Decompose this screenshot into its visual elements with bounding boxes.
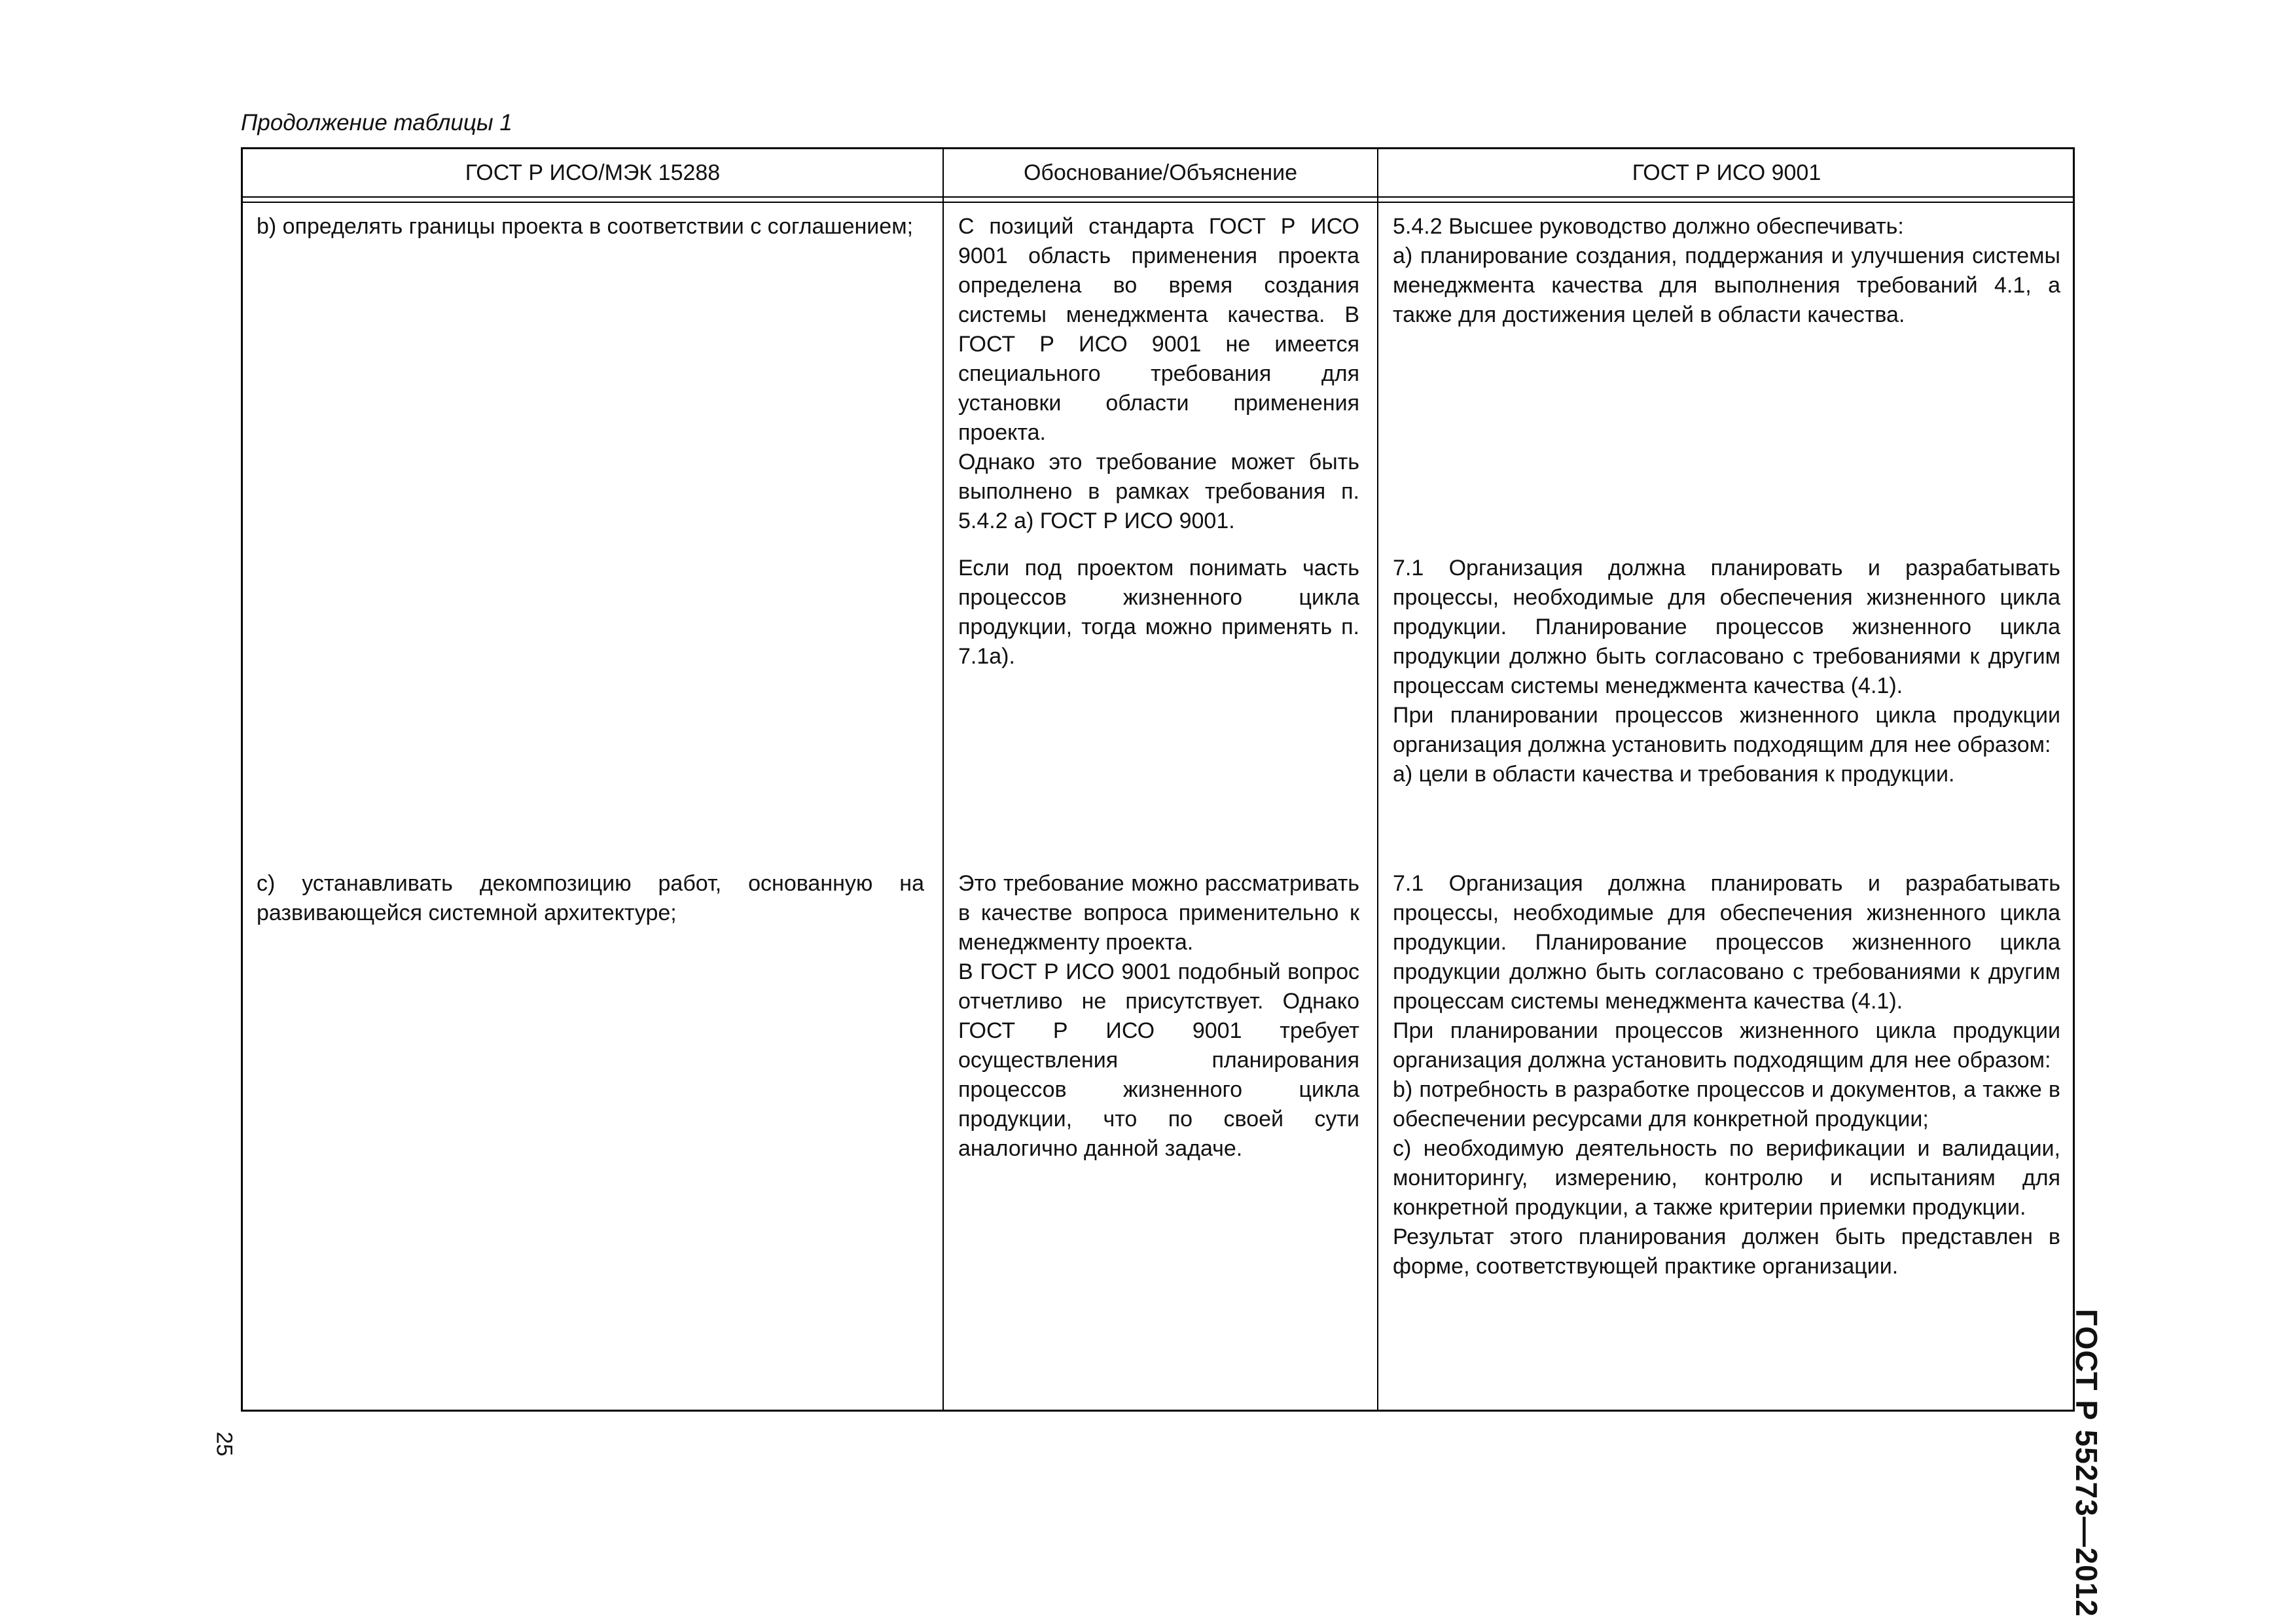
page-number: 25 <box>211 1431 237 1457</box>
cell-paragraph: b) определять границы проекта в соответствии с соглашением; <box>257 214 914 239</box>
cell-paragraph: 7.1 Организация должна планировать и разрабатывать процессы, необходимые для обеспечения жизненного цикла продукции. Планирование процессов жизненного цикла продукции должно быть согласовано с требованиями к другим процессам системы менеджмента качества (4.1). <box>1393 556 2060 698</box>
row-c-requirement <box>257 869 924 928</box>
row-b-gost-9001-continued <box>1393 554 2060 789</box>
header-line <box>243 202 2073 203</box>
cell-paragraph: При планировании процессов жизненного цикла продукции организация должна установить подходящим для нее образом: <box>1393 1018 2060 1073</box>
header-justification: Обоснование/Объяснение <box>1023 160 1298 185</box>
column-divider <box>942 149 944 1410</box>
cell-paragraph: c) необходимую деятельность по верификации и валидации, мониторингу, измерению, контролю и испытаниям для конкретной продукции, а также критерии приемки продукции. <box>1393 1136 2060 1220</box>
cell-paragraph: Результат этого планирования должен быть представлен в форме, соответствующей практике организации. <box>1393 1224 2060 1279</box>
row-c-gost-9001 <box>1393 869 2060 1281</box>
table-caption: Продолжение таблицы 1 <box>241 110 512 135</box>
header-gost-iso-9001: ГОСТ Р ИСО 9001 <box>1632 160 1821 185</box>
cell-paragraph: В ГОСТ Р ИСО 9001 подобный вопрос отчетливо не присутствует. Однако ГОСТ Р ИСО 9001 требует осуществления планирования процессов жизненного цикла продукции, что по своей сути аналогично данной задаче. <box>958 959 1359 1161</box>
cell-paragraph: С позиций стандарта ГОСТ Р ИСО 9001 область применения проекта определена во время создания системы менеджмента качества. В ГОСТ Р ИСО 9001 не имеется специального требования для установки области применения проекта. <box>958 214 1359 445</box>
cell-paragraph: Однако это требование может быть выполнено в рамках требования п. 5.4.2 а) ГОСТ Р ИСО 9001. <box>958 450 1359 533</box>
row-c-justification <box>958 869 1359 1164</box>
row-b-gost-9001 <box>1393 212 2060 330</box>
row-b-justification-continued <box>958 554 1359 671</box>
cell-paragraph: b) потребность в разработке процессов и документов, а также в обеспечении ресурсами для конкретной продукции; <box>1393 1077 2060 1132</box>
cell-paragraph: а) цели в области качества и требования к продукции. <box>1393 762 1955 787</box>
cell-paragraph: Это требование можно рассматривать в качестве вопроса применительно к менеджменту проекта. <box>958 871 1359 955</box>
cell-paragraph: c) устанавливать декомпозицию работ, основанную на развивающейся системной архитектуре; <box>257 871 924 925</box>
row-b-justification <box>958 212 1359 536</box>
cell-paragraph: Если под проектом понимать часть процессов жизненного цикла продукции, тогда можно применять п. 7.1а). <box>958 556 1359 669</box>
header-line <box>243 196 2073 198</box>
comparison-table <box>241 147 2075 1412</box>
cell-paragraph: 7.1 Организация должна планировать и разрабатывать процессы, необходимые для обеспечения жизненного цикла продукции. Планирование процессов жизненного цикла продукции должно быть согласовано с требованиями к другим процессам системы менеджмента качества (4.1). <box>1393 871 2060 1014</box>
cell-paragraph: 5.4.2 Высшее руководство должно обеспечивать: <box>1393 214 1904 239</box>
document-code: ГОСТ Р 55273—2012 <box>2070 1309 2104 1617</box>
row-b-requirement <box>257 212 924 241</box>
cell-paragraph: При планировании процессов жизненного цикла продукции организация должна установить подходящим для нее образом: <box>1393 703 2060 757</box>
cell-paragraph: а) планирование создания, поддержания и улучшения системы менеджмента качества для выполнения требований 4.1, а также для достижения целей в области качества. <box>1393 243 2060 327</box>
header-gost-iso-iec-15288: ГОСТ Р ИСО/МЭК 15288 <box>465 160 721 185</box>
column-divider <box>1377 149 1378 1410</box>
